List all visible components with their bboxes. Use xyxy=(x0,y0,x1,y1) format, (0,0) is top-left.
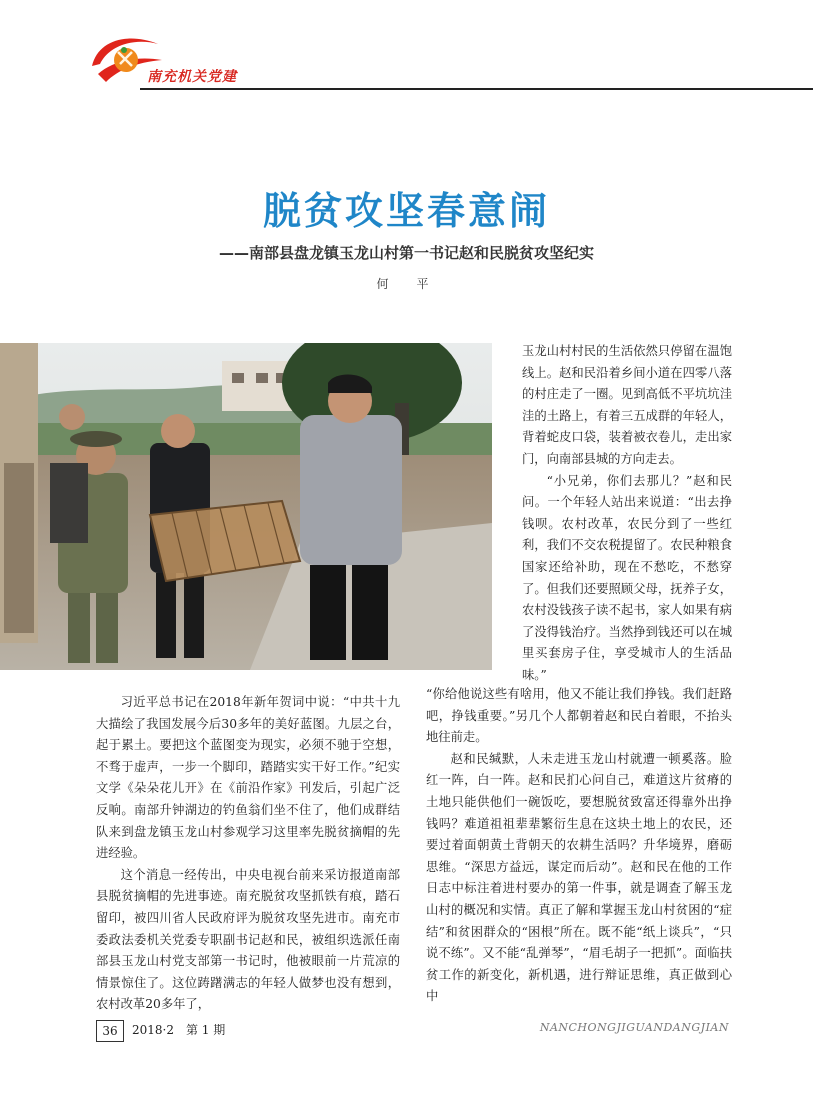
paragraph: 习近平总书记在2018年新年贺词中说：“中共十九大描绘了我国发展今后30多年的美好蓝图。九层之台，起于累土。要把这个蓝图变为现实，必须不驰于空想，不骛于虚声，一步一个脚印，踏踏实实干好工作。”纪实文学《朵朵花儿开》在《前沿作家》刊发后，引起广泛反响。南部升钟湖边的钓鱼翁们坐不住了，他们成群结队来到盘龙镇玉龙山村参观学习这里率先脱贫摘帽的先进经验。 xyxy=(96,695,400,861)
article-title: 脱贫攻坚春意闹 xyxy=(262,189,550,233)
page-number: 36 xyxy=(96,1020,124,1042)
page-header xyxy=(0,0,813,100)
page-footer xyxy=(0,1015,813,1055)
article-author: 何 平 xyxy=(376,277,437,291)
text-column-right-bottom xyxy=(426,684,732,1008)
article-photo xyxy=(0,343,492,670)
text-column-left xyxy=(96,692,400,1016)
paragraph: 这个消息一经传出，中央电视台前来采访报道南部县脱贫摘帽的先进事迹。南充脱贫攻坚抓铁有痕，踏石留印，被四川省人民政府评为脱贫攻坚先进市。南充市委政法委机关党委专职副书记赵和民，被组织选派任南部县玉龙山村党支部第一书记时，他被眼前一片荒凉的情景惊住了。这位踌躇满志的年轻人做梦也没有想到，农村改革20多年了， xyxy=(96,867,400,1012)
issue-label: 2018·2 第 1 期 xyxy=(132,1023,226,1037)
paragraph: “小兄弟，你们去那儿？”赵和民问。一个年轻人站出来说道：“出去挣钱呗。农村改革，农民分到了一些红利，我们不交农税提留了。农民种粮食国家还给补助，现在不愁吃，不愁穿了。但我们还要照顾父母，抚养子女，农村没钱孩子读不起书，家人如果有病了没得钱治疗。当然挣到钱还可以在城里买套房子住，享受城市人的生活品味。” xyxy=(522,473,732,682)
photo-villagers-carrying-cage-icon xyxy=(0,343,492,670)
header-rule xyxy=(140,88,813,90)
article-subtitle: ——南部县盘龙镇玉龙山村第一书记赵和民脱贫攻坚纪实 xyxy=(218,244,594,262)
publication-name-latin: NANCHONGJIGUANDANGJIAN xyxy=(539,1021,729,1034)
brand-name: 南充机关党建 xyxy=(147,69,237,85)
text-column-right-top xyxy=(522,341,732,687)
paragraph: 赵和民缄默，人未走进玉龙山村就遭一顿奚落。脸红一阵，白一阵。赵和民扪心问自己，难道这片贫瘠的土地只能供他们一碗饭吃，要想脱贫致富还得靠外出挣钱吗？难道祖祖辈辈繁衍生息在这块土地上的农民，还要过着面朝黄土背朝天的农耕生活吗？升华境界，磨砺思维。“深思方益远，谋定而后动”。赵和民在他的工作日志中标注着进村要办的第一件事，就是调查了解玉龙山村的概况和实情。真正了解和掌握玉龙山村贫困的“症结”和贫困群众的“困根”所在。既不能“纸上谈兵”，“只说不练”。又不能“乱弹琴”，“眉毛胡子一把抓”。面临扶贫工作的新变化，新机遇，进行辩证思维，真正做到心中 xyxy=(426,751,732,1004)
paragraph: 玉龙山村村民的生活依然只停留在温饱线上。赵和民沿着乡间小道在四零八落的村庄走了一圈。见到高低不平坑坑洼洼的土路上，有着三五成群的年轻人，背着蛇皮口袋，装着被衣卷儿，走出家门，向南部县城的方向走去。 xyxy=(522,344,732,466)
paragraph: “你给他说这些有啥用，他又不能让我们挣钱。我们赶路吧，挣钱重要。”另几个人都朝着赵和民白着眼，不抬头地往前走。 xyxy=(426,687,732,745)
